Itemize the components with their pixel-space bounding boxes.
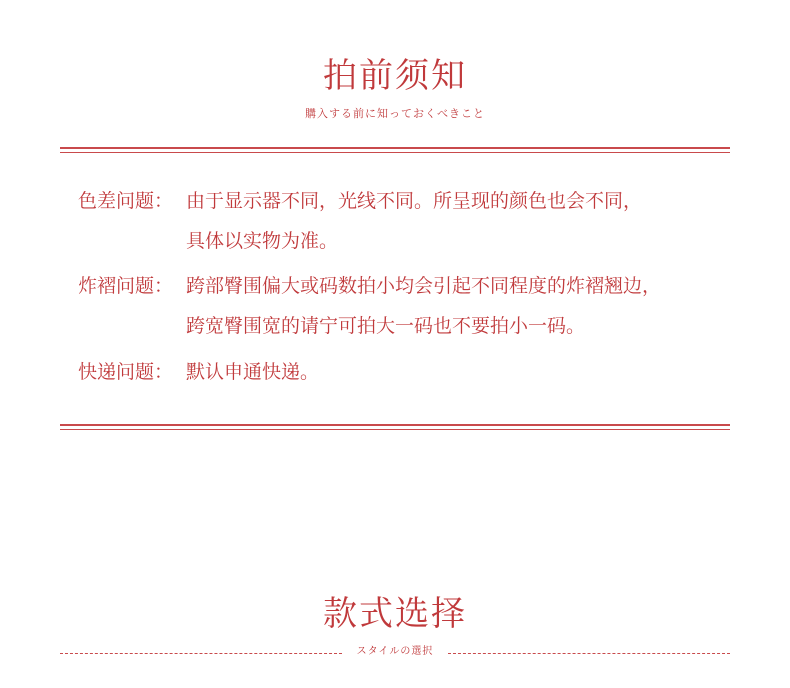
notice-label: 快递问题： (78, 361, 174, 383)
style-subtitle: スタイルの選択 (356, 646, 434, 657)
notice-line: 默认申通快递。 (186, 361, 320, 383)
bottom-divider (60, 424, 730, 430)
notice-line: 具体以实物为准。 (186, 230, 339, 252)
notice-item-shipping (78, 352, 738, 392)
dashed-rule-left (60, 653, 342, 654)
notice-item-color (78, 181, 738, 261)
notice-item-pleat (78, 266, 738, 346)
dashed-rule-right (448, 653, 730, 654)
notice-line: 跨部臀围偏大或码数拍小均会引起不同程度的炸褶翘边， (186, 275, 662, 297)
notice-label: 炸褶问题： (78, 275, 174, 297)
notice-line: 由于显示器不同，光线不同。所呈现的颜色也会不同， (186, 190, 643, 212)
notice-text (186, 266, 738, 346)
notice-title: 拍前须知 (323, 56, 467, 96)
style-title: 款式选择 (323, 594, 467, 634)
notice-text (186, 181, 738, 261)
notice-text (186, 352, 738, 392)
notice-line: 跨宽臀围宽的请宁可拍大一码也不要拍小一码。 (186, 315, 586, 337)
notice-subtitle: 購入する前に知っておくべきこと (305, 107, 485, 120)
notice-label: 色差问题： (78, 190, 174, 212)
top-divider (60, 147, 730, 153)
